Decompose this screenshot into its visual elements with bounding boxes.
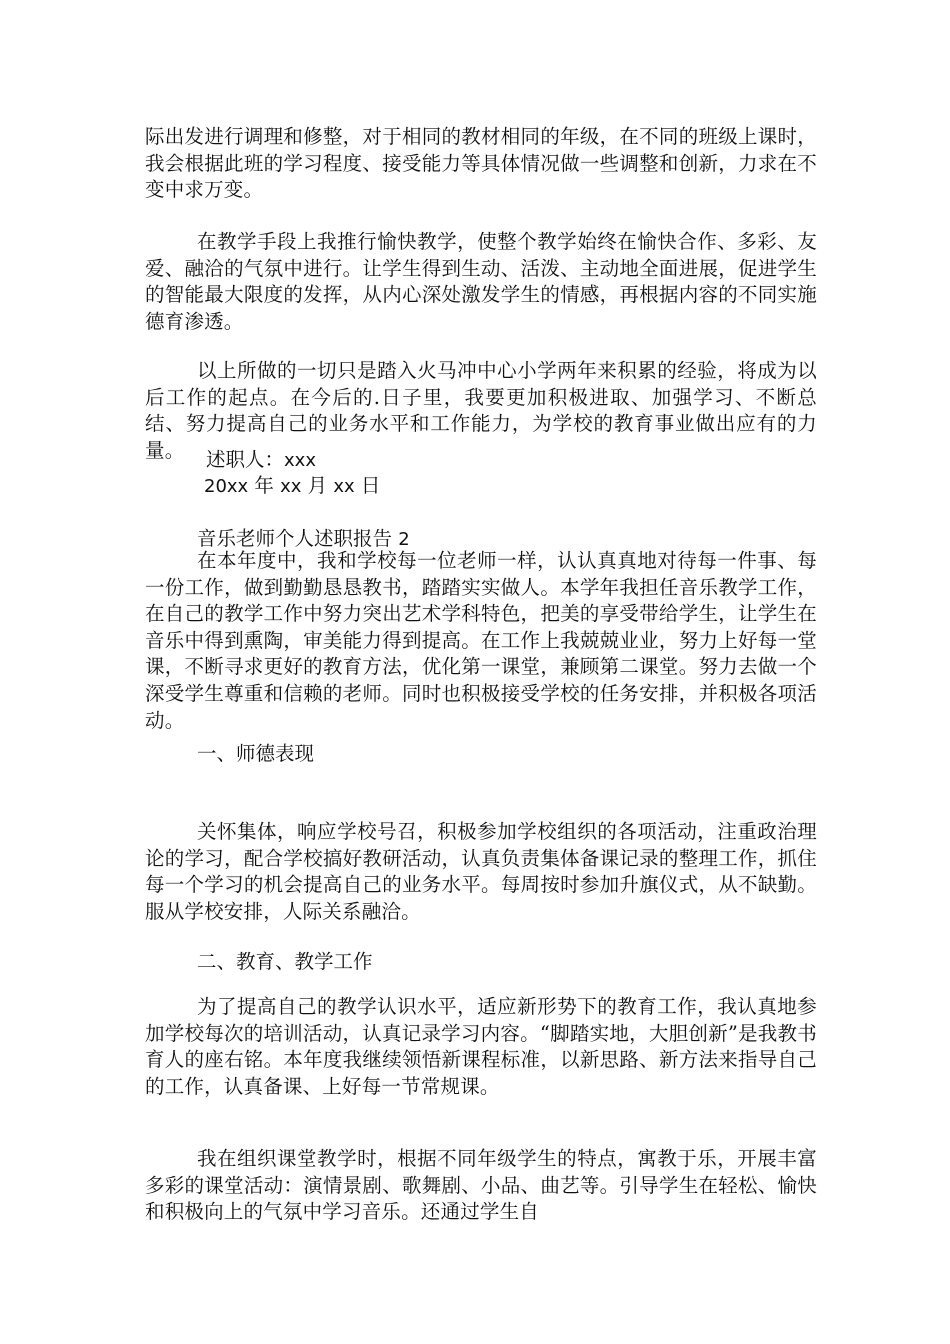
- signature-line: [206, 447, 316, 475]
- date-day-unit: 日: [360, 474, 381, 497]
- date-month: xx: [280, 476, 302, 497]
- paragraph-5: 关怀集体，响应学校号召，积极参加学校组织的各项活动，注重政治理论的学习，配合学校搞好教研活动，认真负责集体备课记录的整理工作，抓住每一个学习的机会提高自己的业务水平。每周按时参加升旗仪式，从不缺勤。服从学校安排，人际关系融洽。: [145, 820, 817, 923]
- date-year: 20xx: [204, 476, 249, 497]
- report2-number: 2: [398, 529, 410, 550]
- section1-heading: 一、师德表现: [197, 742, 315, 765]
- date-year-unit: 年: [254, 474, 274, 497]
- paragraph-1: 际出发进行调理和修整，对于相同的教材相同的年级，在不同的班级上课时，我会根据此班的学习程度、接受能力等具体情况做一些调整和创新，力求在不变中求万变。: [145, 125, 817, 202]
- date-day: xx: [333, 476, 355, 497]
- paragraph-7: 我在组织课堂教学时，根据不同年级学生的特点，寓教于乐，开展丰富多彩的课堂活动：演情景剧、歌舞剧、小品、曲艺等。引导学生在轻松、愉快和积极向上的气氛中学习音乐。还通过学生自: [145, 1147, 817, 1224]
- date-month-unit: 月: [307, 474, 328, 497]
- report2-title: 音乐老师个人述职报告: [197, 527, 393, 550]
- paragraph-2: 在教学手段上我推行愉快教学，使整个教学始终在愉快合作、多彩、友爱、融洽的气氛中进行。让学生得到生动、活泼、主动地全面进展，促进学生的智能最大限度的发挥，从内心深处激发学生的情感，再根据内容的不同实施德育渗透。: [145, 230, 817, 333]
- signature-name: xxx: [284, 450, 316, 471]
- date-line: [204, 473, 380, 501]
- paragraph-6: 为了提高自己的教学认识水平，适应新形势下的教育工作，我认真地参加学校每次的培训活动，认真记录学习内容。“脚踏实地，大胆创新”是我教书育人的座右铭。本年度我继续领悟新课程标准，以新思路、新方法来指导自己的工作，认真备课、上好每一节常规课。: [145, 995, 817, 1098]
- paragraph-3: 以上所做的一切只是踏入火马冲中心小学两年来积累的经验，将成为以后工作的起点。在今后的.日子里，我要更加积极进取、加强学习、不断总结、努力提高自己的业务水平和工作能力，为学校的教育事业做出应有的力量。: [145, 359, 817, 462]
- paragraph-4: 在本年度中，我和学校每一位老师一样，认认真真地对待每一件事、每一份工作，做到勤勤恳恳教书，踏踏实实做人。本学年我担任音乐教学工作，在自己的教学工作中努力突出艺术学科特色，把美的享受带给学生，让学生在音乐中得到熏陶，审美能力得到提高。在工作上我兢兢业业，努力上好每一堂课，不断寻求更好的教育方法，优化第一课堂，兼顾第二课堂。努力去做一个深受学生尊重和信赖的老师。同时也积极接受学校的任务安排，并积极各项活动。: [145, 549, 817, 732]
- section2-heading: 二、教育、教学工作: [197, 950, 373, 973]
- signature-label: 述职人：: [206, 448, 285, 471]
